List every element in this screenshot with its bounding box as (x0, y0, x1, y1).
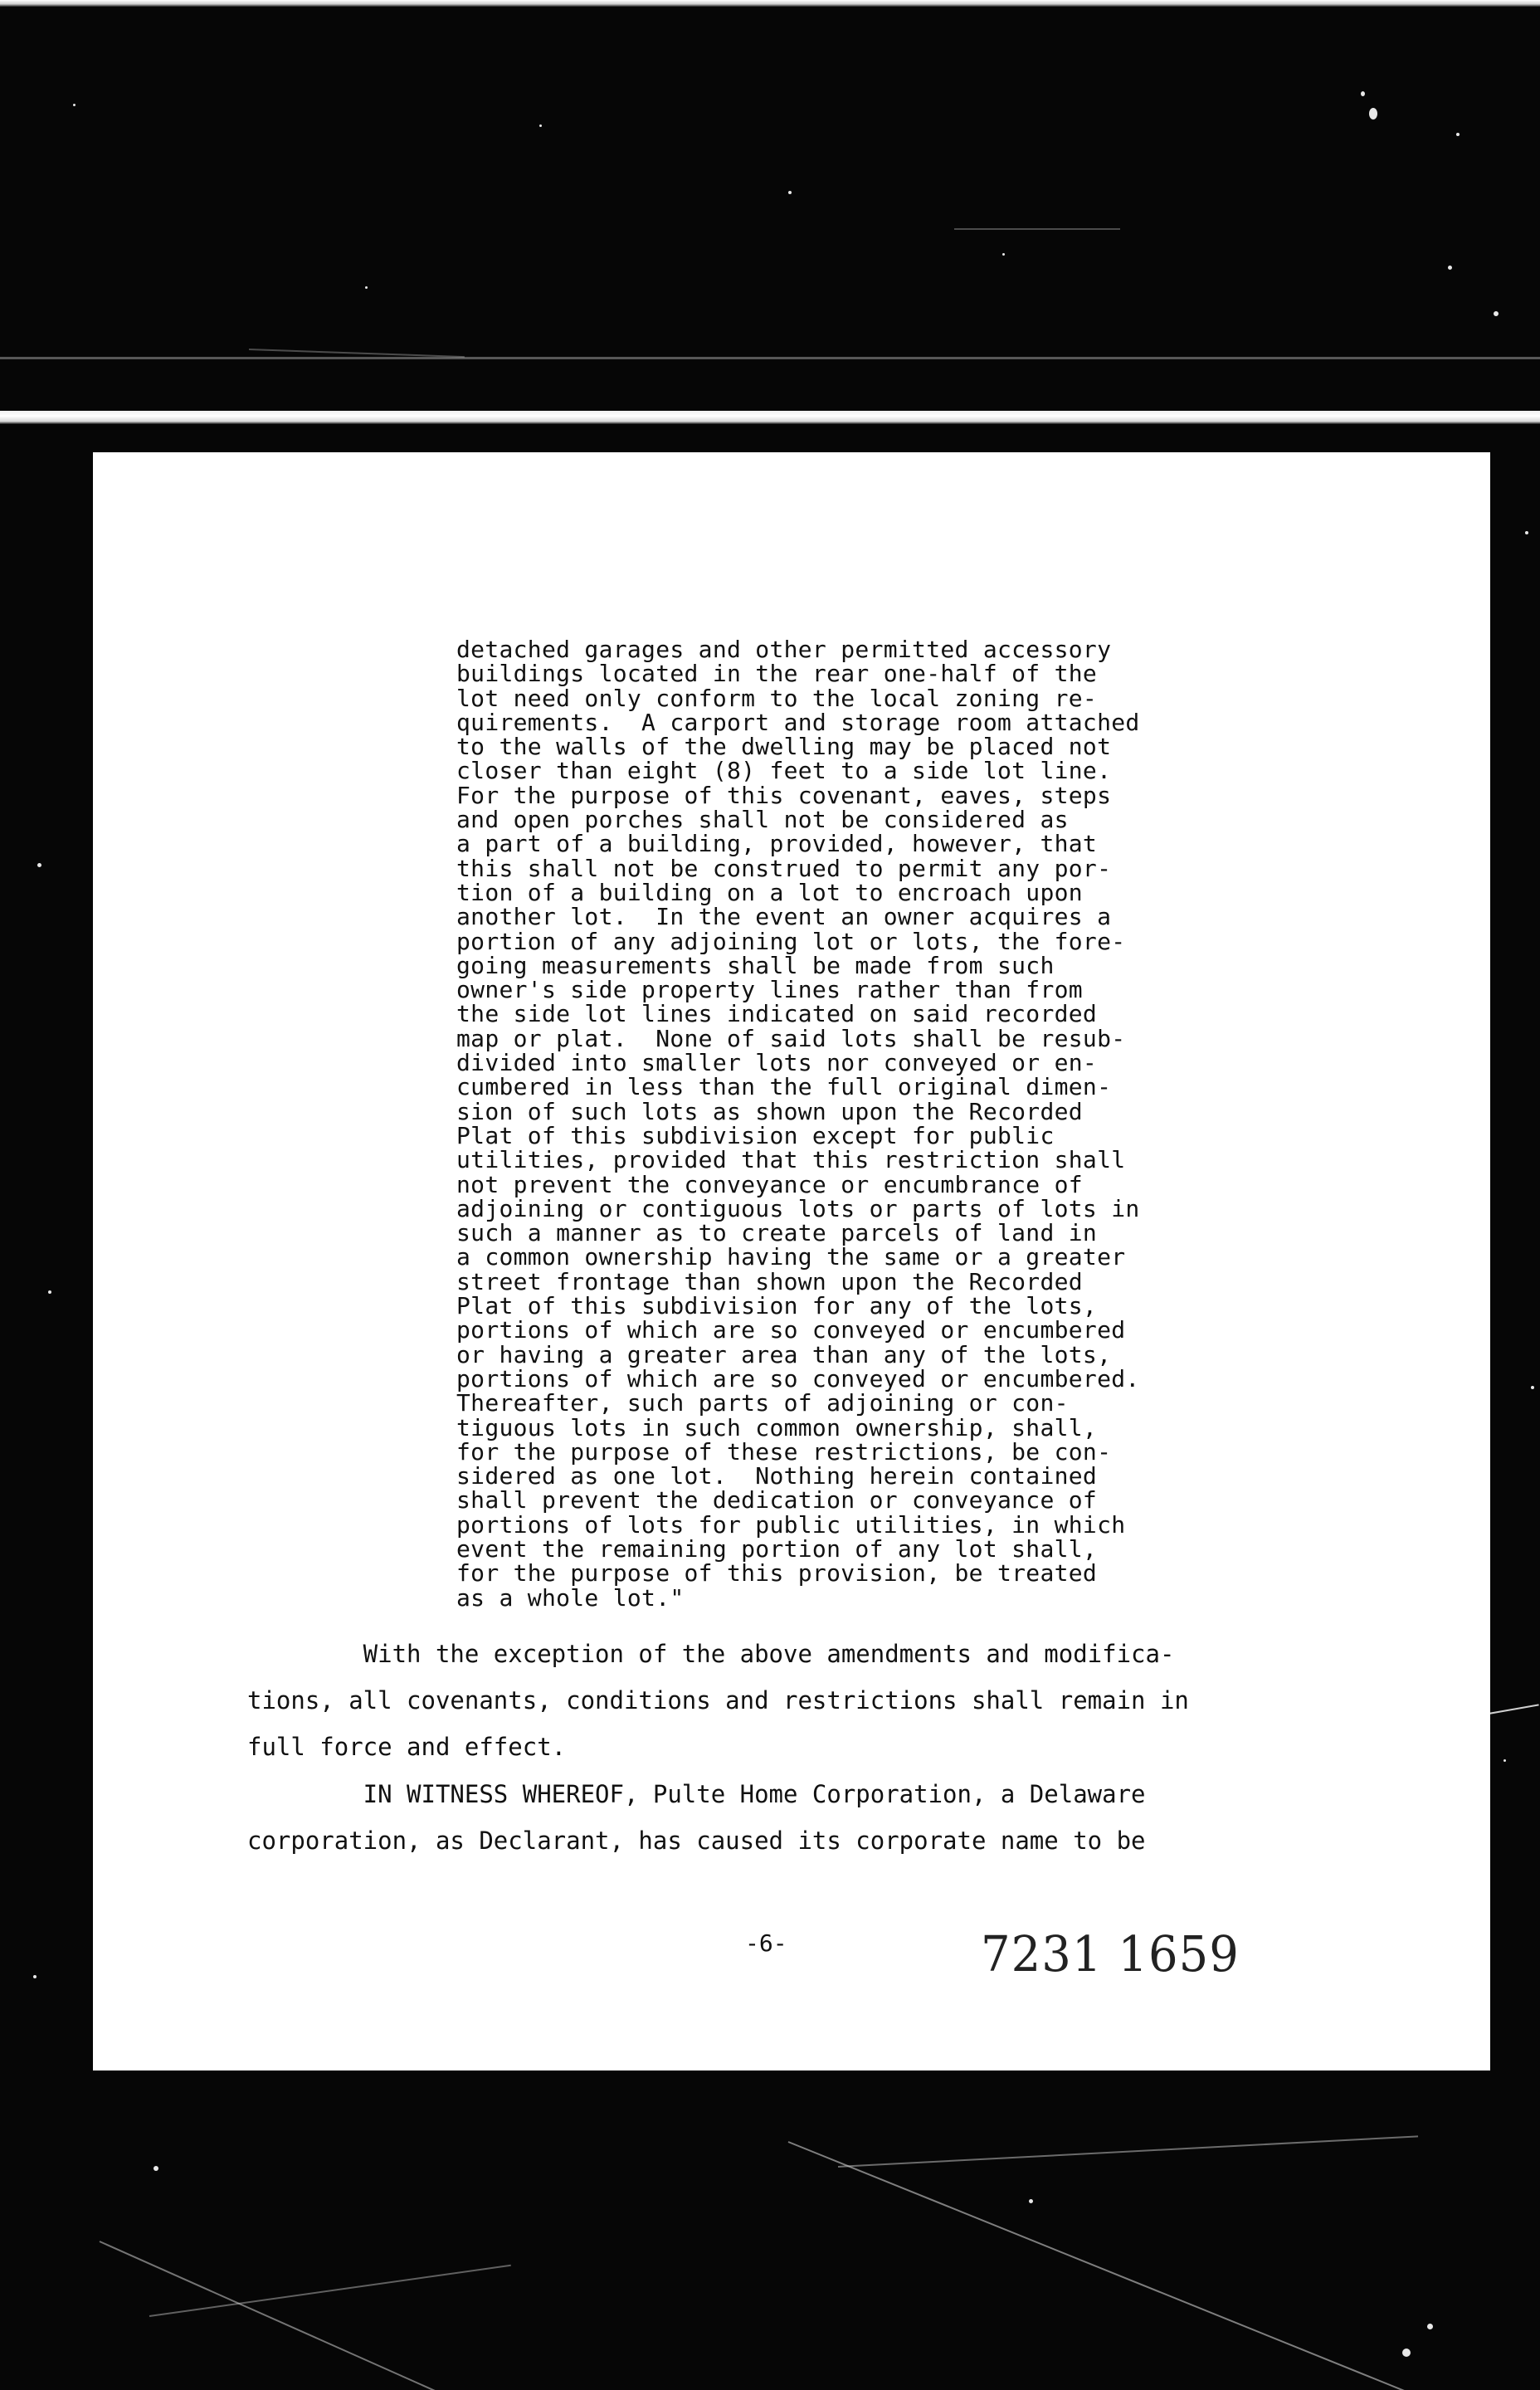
text-line: adjoining or contiguous lots or parts of lots in (456, 1194, 1140, 1222)
text-line: buildings located in the rear one-half of the (456, 660, 1098, 688)
text-line: street frontage than shown upon the Recorded (456, 1267, 1083, 1295)
text-line: a part of a building, provided, however, that (456, 830, 1098, 858)
text-line: With the exception of the above amendments and modifica- (247, 1640, 1175, 1668)
text-line: tions, all covenants, conditions and restrictions shall remain in (247, 1686, 1189, 1714)
text-line: such a manner as to create parcels of land in (456, 1219, 1098, 1247)
text-line: Plat of this subdivision except for public (456, 1121, 1055, 1149)
text-line: utilities, provided that this restriction shall (456, 1146, 1126, 1174)
text-line: corporation, as Declarant, has caused its corporate name to be (247, 1827, 1146, 1855)
text-line: Plat of this subdivision for any of the lots, (456, 1292, 1098, 1320)
text-line: going measurements shall be made from such (456, 951, 1055, 979)
text-line: portions of lots for public utilities, in which (456, 1510, 1126, 1539)
text-line: event the remaining portion of any lot shall, (456, 1534, 1098, 1563)
text-line: and open porches shall not be considered as (456, 806, 1069, 834)
text-line: divided into smaller lots nor conveyed or en- (456, 1049, 1098, 1077)
text-line: portions of which are so conveyed or encumbered. (456, 1364, 1140, 1393)
text-line: detached garages and other permitted accessory (456, 636, 1112, 663)
text-line: to the walls of the dwelling may be placed not (456, 733, 1112, 761)
text-line: shall prevent the dedication or conveyance of (456, 1486, 1098, 1514)
text-line: not prevent the conveyance or encumbrance of (456, 1170, 1083, 1198)
text-line: sion of such lots as shown upon the Recorded (456, 1097, 1083, 1125)
scan-band-edge (0, 411, 1540, 424)
page-number: -6- (745, 1929, 787, 1957)
recording-stamp: 7231 1659 (981, 1926, 1240, 1983)
scan-artifact-line (0, 357, 1540, 359)
text-line: owner's side property lines rather than from (456, 976, 1083, 1004)
text-line: sidered as one lot. Nothing herein contained (456, 1462, 1098, 1490)
text-line: Thereafter, such parts of adjoining or con- (456, 1389, 1069, 1417)
text-line: tion of a building on a lot to encroach upon (456, 878, 1083, 906)
text-line: cumbered in less than the full original dimen- (456, 1073, 1112, 1101)
indented-covenant-text (456, 637, 1253, 1610)
text-line: another lot. In the event an owner acquires a (456, 903, 1112, 931)
paragraph-in-witness (247, 1771, 1384, 1864)
text-line: lot need only conform to the local zoning re- (456, 684, 1098, 712)
text-line: the side lot lines indicated on said recorded (456, 1000, 1098, 1028)
text-line: for the purpose of these restrictions, be con- (456, 1437, 1112, 1466)
text-line: this shall not be construed to permit any por- (456, 854, 1112, 882)
text-line: quirements. A carport and storage room attached (456, 708, 1140, 736)
text-line: a common ownership having the same or a greater (456, 1243, 1126, 1271)
document-page (93, 452, 1490, 2071)
paragraph-amendments (247, 1631, 1384, 1770)
text-line: or having a greater area than any of the lots, (456, 1340, 1112, 1368)
text-line: as a whole lot." (456, 1583, 685, 1612)
scan-top-edge (0, 0, 1540, 7)
text-line: tiguous lots in such common ownership, shall, (456, 1413, 1098, 1441)
text-line: portions of which are so conveyed or encumbered (456, 1316, 1126, 1344)
text-line: full force and effect. (247, 1733, 567, 1761)
text-line: portion of any adjoining lot or lots, the fore- (456, 927, 1126, 955)
text-line: for the purpose of this provision, be treated (456, 1559, 1098, 1588)
text-line: closer than eight (8) feet to a side lot line. (456, 757, 1112, 785)
text-line: map or plat. None of said lots shall be resub- (456, 1024, 1126, 1052)
text-line: IN WITNESS WHEREOF, Pulte Home Corporation, a Delaware (247, 1780, 1146, 1808)
text-line: For the purpose of this covenant, eaves, steps (456, 781, 1112, 809)
